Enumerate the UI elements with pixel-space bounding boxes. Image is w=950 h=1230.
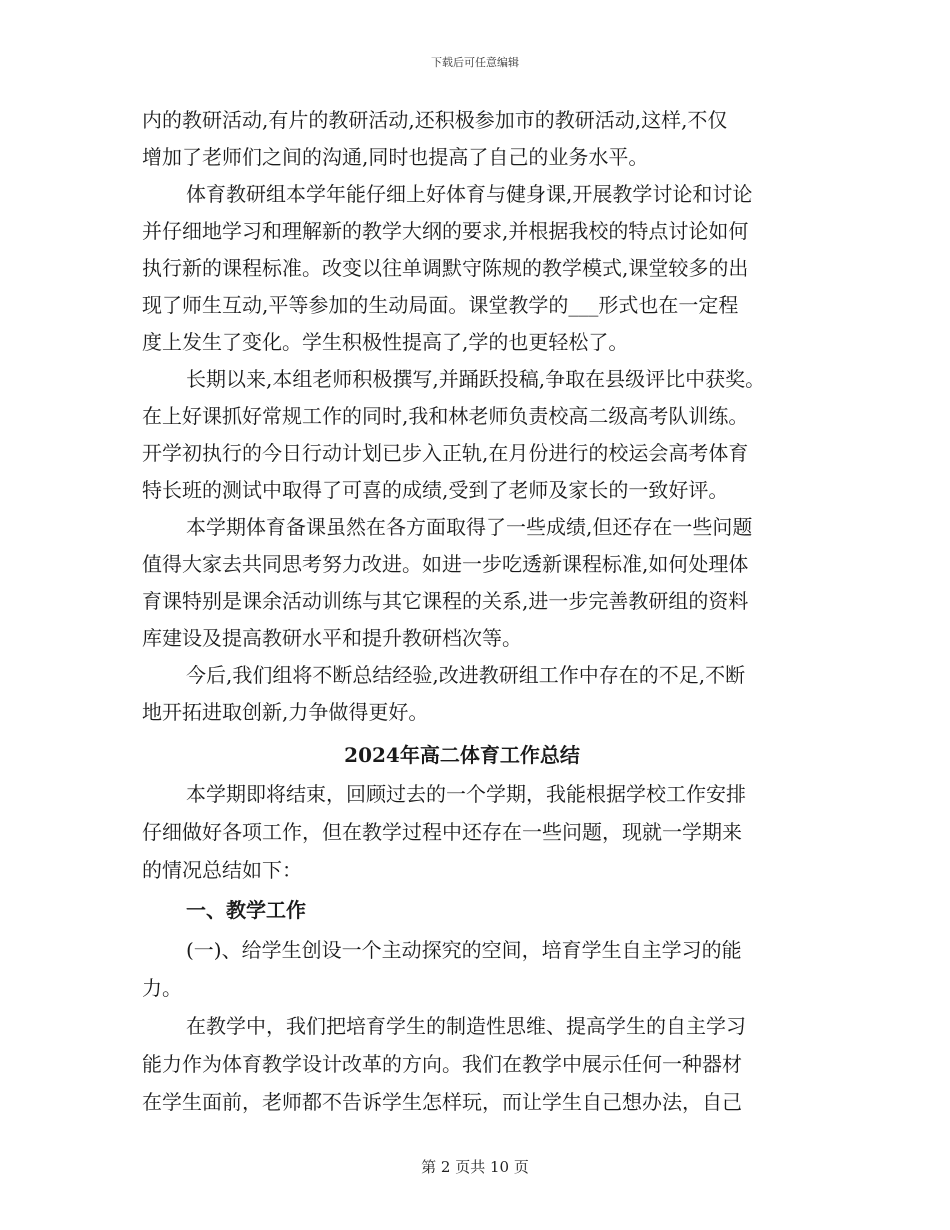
document-title: 2024年高二体育工作总结 (344, 743, 580, 767)
text-line: 今后,我们组将不断总结经验,改进教研组工作中存在的不足,不断 (186, 663, 746, 687)
page-number-footer: 第 2 页共 10 页 (421, 1158, 529, 1176)
paragraph (142, 509, 822, 657)
paragraph (142, 361, 822, 509)
text-line: 体育教研组本学年能仔细上好体育与健身课,开展教学讨论和讨论 (186, 182, 753, 206)
text-line: 内的教研活动,有片的教研活动,还积极参加市的教研活动,这样,不仅 (142, 108, 728, 132)
text-line: 执行新的课程标准。改变以往单调默守陈规的教学模式,课堂较多的出 (142, 256, 749, 280)
text-line: 开学初执行的今日行动计划已步入正轨,在月份进行的校运会高考体育 (142, 441, 749, 465)
text-line: 并仔细地学习和理解新的教学大纲的要求,并根据我校的特点讨论如何 (142, 219, 749, 243)
summary-section (142, 775, 822, 1121)
text-line: 仔细做好各项工作，但在教学过程中还存在一些问题，现就一学期来 (142, 820, 742, 844)
text-line: 在上好课抓好常规工作的同时,我和林老师负责校高二级高考队训练。 (142, 404, 749, 428)
text-line: 的情况总结如下： (142, 858, 302, 882)
text-line: 特长班的测试中取得了可喜的成绩,受到了老师及家长的一致好评。 (142, 478, 729, 502)
text-line: 长期以来,本组老师积极撰写,并踊跃投稿,争取在县级评比中获奖。 (186, 367, 766, 391)
text-line: 在教学中，我们把培育学生的制造性思维、提高学生的自主学习 (186, 1014, 746, 1038)
section-heading: 一、教学工作 (186, 898, 306, 922)
text-line: 值得大家去共同思考努力改进。如进一步吃透新课程标准,如何处理体 (142, 552, 749, 576)
paragraph (142, 1007, 822, 1121)
page-header-note: 下载后可任意编辑 (431, 56, 519, 69)
text-line: 本学期体育备课虽然在各方面取得了一些成绩,但还存在一些问题 (186, 515, 753, 539)
document-body (142, 102, 822, 1121)
text-line: 地开拓进取创新,力争做得更好。 (142, 700, 429, 724)
paragraph (142, 102, 822, 176)
paragraph (142, 931, 822, 1007)
text-line: 在学生面前，老师都不告诉学生怎样玩，而让学生自己想办法，自己 (142, 1090, 742, 1114)
paragraph (142, 657, 822, 731)
text-line: 库建设及提高教研水平和提升教研档次等。 (142, 626, 522, 650)
paragraph (142, 176, 822, 361)
text-line: 育课特别是课余活动训练与其它课程的关系,进一步完善教研组的资料 (142, 589, 749, 613)
text-line: 能力作为体育教学设计改革的方向。我们在教学中展示任何一种器材 (142, 1052, 742, 1076)
text-line: (一)、给学生创设一个主动探究的空间，培育学生自主学习的能 (186, 938, 742, 962)
text-line: 力。 (142, 976, 182, 1000)
text-line: 本学期即将结束，回顾过去的一个学期，我能根据学校工作安排 (186, 782, 746, 806)
paragraph (142, 775, 822, 889)
text-line: 增加了老师们之间的沟通,同时也提高了自己的业务水平。 (142, 145, 649, 169)
text-line: 现了师生互动,平等参加的生动局面。课堂教学的___形式也在一定程 (142, 293, 739, 317)
text-line: 度上发生了变化。学生积极性提高了,学的也更轻松了。 (142, 330, 629, 354)
